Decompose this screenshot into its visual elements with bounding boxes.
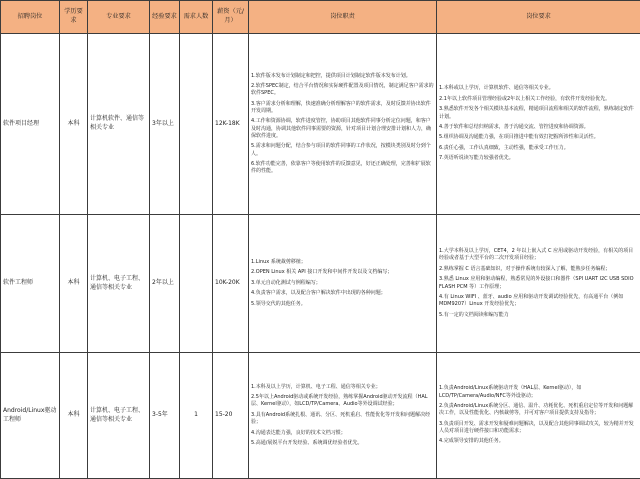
requirement-item: 7.英语听说读写能力较强者优先。 <box>439 155 514 162</box>
position-cell: Android/Linux驱动工程师 <box>1 353 60 479</box>
requirement-item: 1.负责Android/Linux系统驱动开发（HAL层、Kernel驱动），如LCD/TP/Camera/Audio/NFC等外设驱动； <box>439 385 582 399</box>
experience-cell: 3-5年 <box>150 353 180 479</box>
requirement-item: 2.熟练掌握 C 语言基础知识，对于操作系统有较深入了解，能熟步任务编程； <box>439 265 611 272</box>
table-row <box>1 353 640 479</box>
requirement-item: 6.责任心强，工作认真细致，主动性强，能承受工作压力。 <box>439 144 569 151</box>
headcount-cell <box>180 34 213 215</box>
salary-cell: 15-20 <box>213 353 249 479</box>
requirement-item: 2.1年以上软件项目管理经验或2年以上相关工作经验，有软件开发经验优先。 <box>439 95 611 102</box>
education-cell: 本科 <box>60 353 88 479</box>
requirements-cell <box>437 353 640 479</box>
education-cell: 本科 <box>60 215 88 353</box>
duty-item: 5.需求和问题分配，结合参与项目的软件同事的工作状况，按模块类别及时分到个人。 <box>251 143 431 157</box>
salary-cell: 12K-18K <box>213 34 249 215</box>
position-cell: 软件工程师 <box>1 215 60 353</box>
duty-item: 2.5年以上Android驱动或系统开发经验，熟练掌握Android驱动开发流程（HAL层、Kernel驱动），如LCD/TP/Camera、Audio等外设调试经验； <box>251 394 428 408</box>
major-cell: 计算机、电子工程、通信等相关专业 <box>88 215 150 353</box>
header-duties: 岗位职责 <box>249 1 437 34</box>
header-position: 招聘岗位 <box>1 1 60 34</box>
duty-item: 3.客户需求分析和理解，快速准确分析理解客户的软件需求，及时反馈并协出软件开发周期。 <box>251 100 431 114</box>
header-education: 学历要求 <box>60 1 88 34</box>
requirement-item: 4.善于软件和总结归纳需求，善于沟通交流、管控进度和协调资源。 <box>439 124 589 130</box>
header-major: 专业要求 <box>88 1 150 34</box>
header-experience: 经验要求 <box>150 1 180 34</box>
requirement-item: 4.完成领导安排的其他任务。 <box>439 438 504 445</box>
experience-cell: 2年以上 <box>150 215 180 353</box>
requirement-item: 3.负责项目开发、需求开发和疑难问题解决，以及配合其他同事调试攻关，较为精并开发人员对项目进行硬件接口和功能需求； <box>439 420 634 434</box>
table-row <box>1 215 640 353</box>
requirement-item: 4.有 Linux WIFI 、蓝牙、audio 应用和驱动开发调试经验优先，有高通平台（例如 MDM9207）Linux 开发经验优先； <box>439 293 624 308</box>
headcount-cell: 1 <box>180 353 213 479</box>
duty-item: 3.具有Android系统扎根、通讯、分区、死机重启、性能优化等开发和问题解决经验； <box>251 411 431 426</box>
duty-item: 1.软件版本发布计划制定和把控，提供项目计划制定软件版本发布计划。 <box>251 72 411 79</box>
requirement-item: 5.有一定的文档阅读和编写能力 <box>439 311 509 318</box>
requirements-cell <box>437 215 640 353</box>
header-salary: 薪资（元/月） <box>213 1 249 34</box>
experience-cell: 3年以上 <box>150 34 180 215</box>
duty-item: 2.OPEN Linux 相关 API 接口开发和中间件开发以及文档编写； <box>251 269 393 276</box>
requirement-item: 5.组织协调及沟通能力强，在项目推进中能有效打把握所涉性和灵活性。 <box>439 134 599 141</box>
education-cell: 本科 <box>60 34 88 215</box>
major-cell: 计算机、电子工程、通信等相关专业 <box>88 353 150 479</box>
header-headcount: 需求人数 <box>180 1 213 34</box>
duty-item: 3.单元自动化测试与例程编写； <box>251 279 321 286</box>
requirement-item: 2.负责Android/Linux系统分区、通信、温升、功耗优化、死机重启定位等开发和问题解决工作，以及性能优化、内核裁剪等，并可对客户项目提供支持及指导； <box>439 403 634 417</box>
salary-cell: 10K-20K <box>213 215 249 353</box>
duty-item: 4.沟通表达能力强，良好的技术文档习惯； <box>251 429 346 436</box>
duty-item: 5.高通/展锐平台开发经验、系统调优经验者优先。 <box>251 440 363 446</box>
requirement-item: 3.熟悉软件开发各个相关模块基本流程，精通项目流程和相关的软件流程，熟练制定软件计划。 <box>439 106 634 120</box>
duty-item: 4.负责客户需求，以及配合客户解决软件中出现的各种问题； <box>251 290 386 297</box>
headcount-cell <box>180 215 213 353</box>
header-requirements: 岗位要求 <box>437 1 640 34</box>
requirement-item: 3.熟悉 Linux 应用和驱动编程，熟悉常见的外设接口和器件（SPI UART I2C USB SDIO FLASH PCM 等）工作原理； <box>439 276 634 290</box>
table-row <box>1 34 640 215</box>
duty-item: 6.软件功能完善，依靠客户等使用软件的反馈意见，好还正确处理，完善和扩展软件的性能。 <box>251 160 431 175</box>
duties-cell <box>249 215 437 353</box>
requirement-item: 1.大学本科及以上学历，CET4，2 年以上嵌入式 C 应用或驱动开发经验，有相关的项目经验或者基于大型平台的二次开发项目经验； <box>439 248 634 262</box>
major-cell: 计算机软件、通信等相关专业 <box>88 34 150 215</box>
requirement-item: 1.本科或以上学历，计算机软件、通信等相关专业。 <box>439 85 554 92</box>
duty-item: 2.软件SPEC制定，结合平台情况和实际硬件配置及项目情况，制定满足客户需求的软件SPEC。 <box>251 82 434 97</box>
requirements-cell <box>437 34 640 215</box>
duties-cell <box>249 34 437 215</box>
duty-item: 1.Linux 系统裁剪移植； <box>251 259 306 265</box>
duty-item: 5.领导交代的其他任务。 <box>251 300 306 307</box>
duty-item: 4.工作和资源协调，软件进度管控，协助项目其他软件同事分析定位问题，和客户及时沟通，协调其他软件同事需要的资源，针对项目计划合理安排计划和人力，确保软件进度。 <box>251 118 432 139</box>
duties-cell <box>249 353 437 479</box>
header-row <box>1 1 640 34</box>
duty-item: 1.本科及以上学历，计算机、电子工程、通信等相关专业； <box>251 383 381 390</box>
position-cell: 软件项目经理 <box>1 34 60 215</box>
